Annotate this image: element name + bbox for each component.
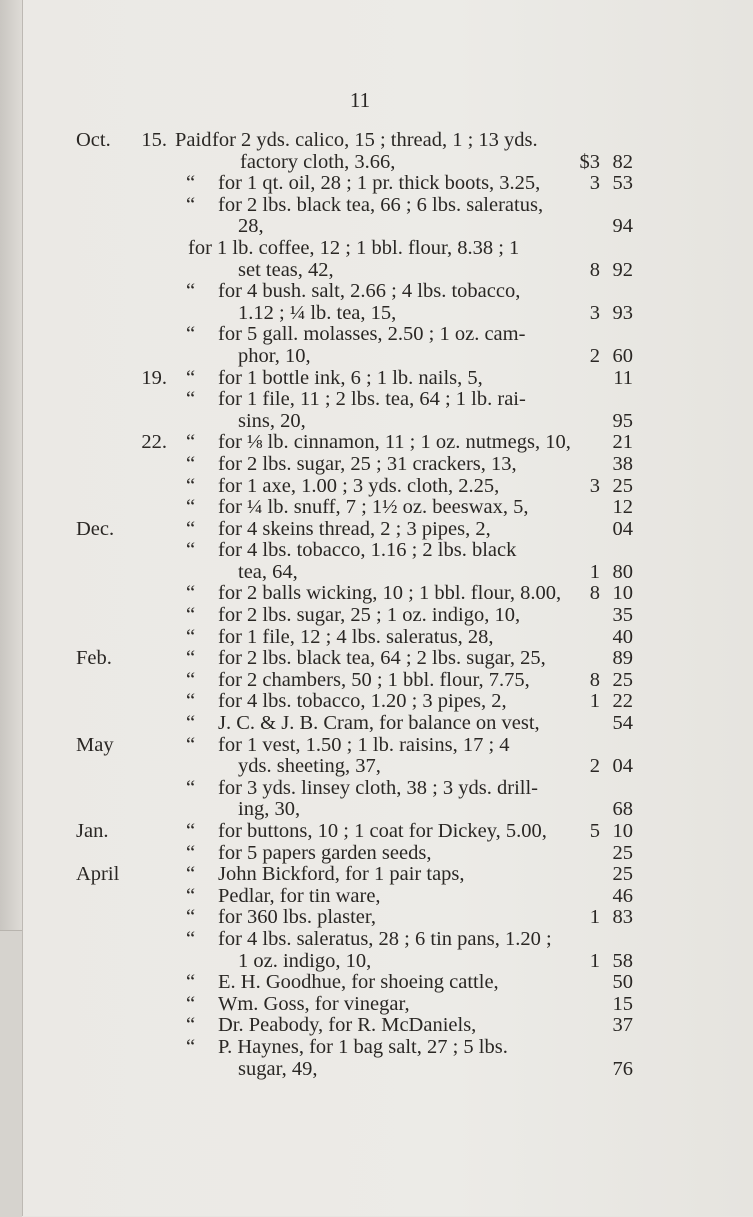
ditto-mark: “ — [186, 604, 196, 627]
ledger-line — [0, 756, 753, 778]
entry-description: for 4 lbs. tobacco, 1.20 ; 3 pipes, 2, — [218, 690, 507, 713]
ledger-entry — [0, 972, 753, 994]
amount-cents: 89 — [612, 647, 633, 670]
entry-description: Dr. Peabody, for R. McDaniels, — [218, 1014, 477, 1037]
amount-cents: 04 — [612, 755, 633, 778]
ledger-line — [0, 432, 753, 454]
entry-description: for 5 gall. molasses, 2.50 ; 1 oz. cam- — [218, 323, 526, 346]
ledger-entry — [0, 691, 753, 713]
amount-cents: 11 — [613, 366, 633, 389]
ledger-entry — [0, 778, 753, 821]
ledger-entry — [0, 929, 753, 972]
ledger-line — [0, 886, 753, 908]
ledger-line — [0, 238, 753, 260]
amount-cents: 46 — [612, 884, 633, 907]
ledger-line — [0, 152, 753, 174]
entry-description: for 1 vest, 1.50 ; 1 lb. raisins, 17 ; 4 — [218, 733, 510, 756]
ledger-entry — [0, 173, 753, 195]
ledger-entry — [0, 540, 753, 583]
ledger-line — [0, 476, 753, 498]
amount-cents: 93 — [612, 301, 633, 324]
entry-description: for 1 file, 12 ; 4 lbs. saleratus, 28, — [218, 625, 494, 648]
amount-cents: 10 — [612, 582, 633, 605]
amount-cents: 22 — [612, 690, 633, 713]
ledger-line — [0, 562, 753, 584]
amount-cents: 25 — [612, 474, 633, 497]
ditto-mark: “ — [186, 172, 196, 195]
amount-dollars: 8 — [589, 582, 600, 605]
ledger-entry — [0, 454, 753, 476]
entry-description: for 3 yds. linsey cloth, 38 ; 3 yds. drill- — [218, 776, 539, 799]
amount-cents: 58 — [612, 949, 633, 972]
amount-cents: 82 — [612, 150, 633, 173]
amount-cents: 94 — [612, 215, 633, 238]
ditto-mark: “ — [186, 927, 196, 950]
ledger-line — [0, 735, 753, 757]
ledger-line — [0, 216, 753, 238]
ditto-mark: “ — [186, 971, 196, 994]
ledger-line — [0, 324, 753, 346]
ledger-line — [0, 173, 753, 195]
ledger-entry — [0, 1037, 753, 1080]
amount-cents: 54 — [612, 712, 633, 735]
ditto-mark: “ — [186, 193, 196, 216]
ledger-line — [0, 411, 753, 433]
entry-description: for ⅛ lb. cinnamon, 11 ; 1 oz. nutmegs, 10, — [218, 431, 571, 454]
ledger-entry — [0, 432, 753, 454]
ledger-line — [0, 627, 753, 649]
ledger-line — [0, 1015, 753, 1037]
ditto-mark: “ — [186, 1014, 196, 1037]
ledger-entry — [0, 368, 753, 390]
ledger-entry — [0, 497, 753, 519]
entry-description: for buttons, 10 ; 1 coat for Dickey, 5.00, — [218, 820, 547, 842]
entry-description: for 4 lbs. tobacco, 1.16 ; 2 lbs. black — [218, 539, 517, 562]
ledger-entry — [0, 821, 753, 843]
amount-cents: 40 — [612, 625, 633, 648]
amount-cents: 83 — [612, 906, 633, 929]
entry-description: Wm. Goss, for vinegar, — [218, 992, 410, 1015]
entry-day: 15. — [141, 129, 167, 151]
ledger-line — [0, 605, 753, 627]
entry-description: for 2 lbs. black tea, 66 ; 6 lbs. saleratus, — [218, 193, 544, 216]
ledger-entry — [0, 886, 753, 908]
entry-month: Oct. — [76, 129, 111, 151]
amount-cents: 80 — [612, 560, 633, 583]
amount-cents: 92 — [612, 258, 633, 281]
entry-month: Dec. — [76, 517, 115, 540]
ditto-mark: “ — [186, 366, 196, 389]
ledger-line — [0, 583, 753, 605]
amount-cents: 04 — [612, 517, 633, 540]
page-number: 11 — [349, 88, 371, 112]
ledger-entry — [0, 389, 753, 432]
amount-cents: 10 — [612, 820, 633, 842]
ledger-line — [0, 648, 753, 670]
amount-dollars: 3 — [589, 474, 600, 497]
entry-description: P. Haynes, for 1 bag salt, 27 ; 5 lbs. — [218, 1035, 508, 1058]
amount-cents: 68 — [612, 798, 633, 821]
ditto-mark: “ — [186, 496, 196, 519]
ditto-mark: “ — [186, 625, 196, 648]
entry-day: 22. — [141, 431, 167, 454]
amount-cents: 95 — [612, 409, 633, 432]
entry-description: tea, 64, — [238, 560, 298, 583]
ledger-entry — [0, 648, 753, 670]
entry-month: April — [76, 863, 120, 886]
entry-description: for ¼ lb. snuff, 7 ; 1½ oz. beeswax, 5, — [218, 496, 529, 519]
amount-dollars: 3 — [589, 172, 600, 195]
amount-cents: 53 — [612, 172, 633, 195]
ledger-entry — [0, 994, 753, 1016]
ledger-line — [0, 691, 753, 713]
ditto-mark: “ — [186, 820, 196, 842]
entry-description: sins, 20, — [238, 409, 306, 432]
ledger-line — [0, 972, 753, 994]
entry-description: yds. sheeting, 37, — [238, 755, 381, 778]
entry-description: 1.12 ; ¼ lb. tea, 15, — [238, 301, 397, 324]
ledger-line — [0, 799, 753, 821]
paid-marker: Paid — [175, 129, 212, 151]
entry-description: phor, 10, — [238, 344, 311, 367]
ledger-line — [0, 670, 753, 692]
ledger-line — [0, 951, 753, 973]
entry-description: for 2 lbs. sugar, 25 ; 1 oz. indigo, 10, — [218, 604, 521, 627]
ledger-line — [0, 907, 753, 929]
entry-description: for 360 lbs. plaster, — [218, 906, 377, 929]
ditto-mark: “ — [186, 863, 196, 886]
ledger-entry — [0, 843, 753, 865]
entry-description: for 1 bottle ink, 6 ; 1 lb. nails, 5, — [218, 366, 483, 389]
entry-description: for 2 balls wicking, 10 ; 1 bbl. flour, 8.00, — [218, 582, 562, 605]
ledger-line — [0, 195, 753, 217]
entry-description: for 2 lbs. black tea, 64 ; 2 lbs. sugar, 25, — [218, 647, 546, 670]
ledger-line — [0, 929, 753, 951]
ledger-line — [0, 130, 753, 152]
amount-cents: 76 — [612, 1057, 633, 1080]
ditto-mark: “ — [186, 690, 196, 713]
ledger-line — [0, 864, 753, 886]
entry-day: 19. — [141, 366, 167, 389]
entry-description: 1 oz. indigo, 10, — [238, 949, 372, 972]
ledger-entry — [0, 519, 753, 541]
entry-description: for 4 lbs. saleratus, 28 ; 6 tin pans, 1.20 ; — [218, 927, 552, 950]
entry-description: for 2 yds. calico, 15 ; thread, 1 ; 13 yds. — [212, 129, 538, 151]
amount-dollars: 2 — [589, 755, 600, 778]
ditto-mark: “ — [186, 280, 196, 303]
ledger-entry — [0, 583, 753, 605]
ledger-entry — [0, 605, 753, 627]
ditto-mark: “ — [186, 1035, 196, 1058]
ledger-entry — [0, 238, 753, 281]
ledger-line — [0, 497, 753, 519]
ledger-entry — [0, 670, 753, 692]
amount-dollars: 2 — [589, 344, 600, 367]
entry-month: Feb. — [76, 647, 112, 670]
entry-description: J. C. & J. B. Cram, for balance on vest, — [218, 712, 540, 735]
amount-cents: 15 — [612, 992, 633, 1015]
amount-dollars: 1 — [589, 949, 600, 972]
ledger-entry — [0, 1015, 753, 1037]
ledger-entry — [0, 476, 753, 498]
entry-description: John Bickford, for 1 pair taps, — [218, 863, 465, 886]
ditto-mark: “ — [186, 539, 196, 562]
ledger-line — [0, 368, 753, 390]
ledger-entry — [0, 864, 753, 886]
ledger-entry — [0, 627, 753, 649]
ditto-mark: “ — [186, 668, 196, 691]
ditto-mark: “ — [186, 776, 196, 799]
amount-cents: 50 — [612, 971, 633, 994]
amount-dollars: 1 — [589, 690, 600, 713]
ditto-mark: “ — [186, 517, 196, 540]
ledger-line — [0, 1059, 753, 1081]
ditto-mark: “ — [186, 431, 196, 454]
ditto-mark: “ — [186, 647, 196, 670]
ditto-mark: “ — [186, 582, 196, 605]
ledger-entry — [0, 281, 753, 324]
ledger-line — [0, 281, 753, 303]
amount-dollars: $3 — [579, 150, 600, 173]
ditto-mark: “ — [186, 388, 196, 411]
amount-cents: 37 — [612, 1014, 633, 1037]
ditto-mark: “ — [186, 323, 196, 346]
entry-description: for 4 skeins thread, 2 ; 3 pipes, 2, — [218, 517, 491, 540]
ditto-mark: “ — [186, 841, 196, 864]
entry-description: 28, — [238, 215, 264, 238]
entry-description: for 1 lb. coffee, 12 ; 1 bbl. flour, 8.38 ; 1 — [188, 236, 520, 259]
amount-dollars: 1 — [589, 560, 600, 583]
ledger-line — [0, 843, 753, 865]
ledger-line — [0, 303, 753, 325]
entry-month: Jan. — [76, 820, 109, 842]
ledger-entry — [0, 907, 753, 929]
amount-cents: 35 — [612, 604, 633, 627]
amount-dollars: 8 — [589, 668, 600, 691]
ledger-line — [0, 260, 753, 282]
ledger-entry — [0, 713, 753, 735]
ditto-mark: “ — [186, 733, 196, 756]
ledger-line — [0, 1037, 753, 1059]
ledger-entry — [0, 130, 753, 173]
entry-description: set teas, 42, — [238, 258, 334, 281]
ditto-mark: “ — [186, 884, 196, 907]
ledger-line — [0, 821, 753, 843]
amount-cents: 60 — [612, 344, 633, 367]
amount-cents: 12 — [612, 496, 633, 519]
ledger-line — [0, 994, 753, 1016]
ledger-line — [0, 713, 753, 735]
ledger-line — [0, 540, 753, 562]
ledger-entry — [0, 324, 753, 367]
amount-cents: 25 — [612, 863, 633, 886]
ledger-entry — [0, 195, 753, 238]
ledger-line — [0, 389, 753, 411]
entry-description: sugar, 49, — [238, 1057, 318, 1080]
entry-description: factory cloth, 3.66, — [240, 150, 396, 173]
amount-cents: 38 — [612, 452, 633, 475]
entry-description: for 1 qt. oil, 28 ; 1 pr. thick boots, 3.25, — [218, 172, 541, 195]
ledger-line — [0, 346, 753, 368]
ledger-entry — [0, 735, 753, 778]
entry-description: for 1 file, 11 ; 2 lbs. tea, 64 ; 1 lb. rai- — [218, 388, 526, 411]
ledger-entries — [0, 130, 753, 1080]
amount-dollars: 1 — [589, 906, 600, 929]
ditto-mark: “ — [186, 906, 196, 929]
ledger-line — [0, 454, 753, 476]
ditto-mark: “ — [186, 474, 196, 497]
ledger-line — [0, 519, 753, 541]
entry-description: ing, 30, — [238, 798, 301, 821]
entry-description: Pedlar, for tin ware, — [218, 884, 381, 907]
entry-description: for 5 papers garden seeds, — [218, 841, 432, 864]
ditto-mark: “ — [186, 452, 196, 475]
entry-description: for 4 bush. salt, 2.66 ; 4 lbs. tobacco, — [218, 280, 521, 303]
ditto-mark: “ — [186, 992, 196, 1015]
ditto-mark: “ — [186, 712, 196, 735]
entry-description: for 2 chambers, 50 ; 1 bbl. flour, 7.75, — [218, 668, 530, 691]
amount-cents: 25 — [612, 668, 633, 691]
entry-description: for 1 axe, 1.00 ; 3 yds. cloth, 2.25, — [218, 474, 500, 497]
amount-cents: 21 — [612, 431, 633, 454]
entry-description: for 2 lbs. sugar, 25 ; 31 crackers, 13, — [218, 452, 517, 475]
amount-dollars: 5 — [589, 820, 600, 842]
entry-description: E. H. Goodhue, for shoeing cattle, — [218, 971, 499, 994]
amount-dollars: 3 — [589, 301, 600, 324]
amount-cents: 25 — [612, 841, 633, 864]
ledger-line — [0, 778, 753, 800]
amount-dollars: 8 — [589, 258, 600, 281]
entry-month: May — [76, 733, 114, 756]
